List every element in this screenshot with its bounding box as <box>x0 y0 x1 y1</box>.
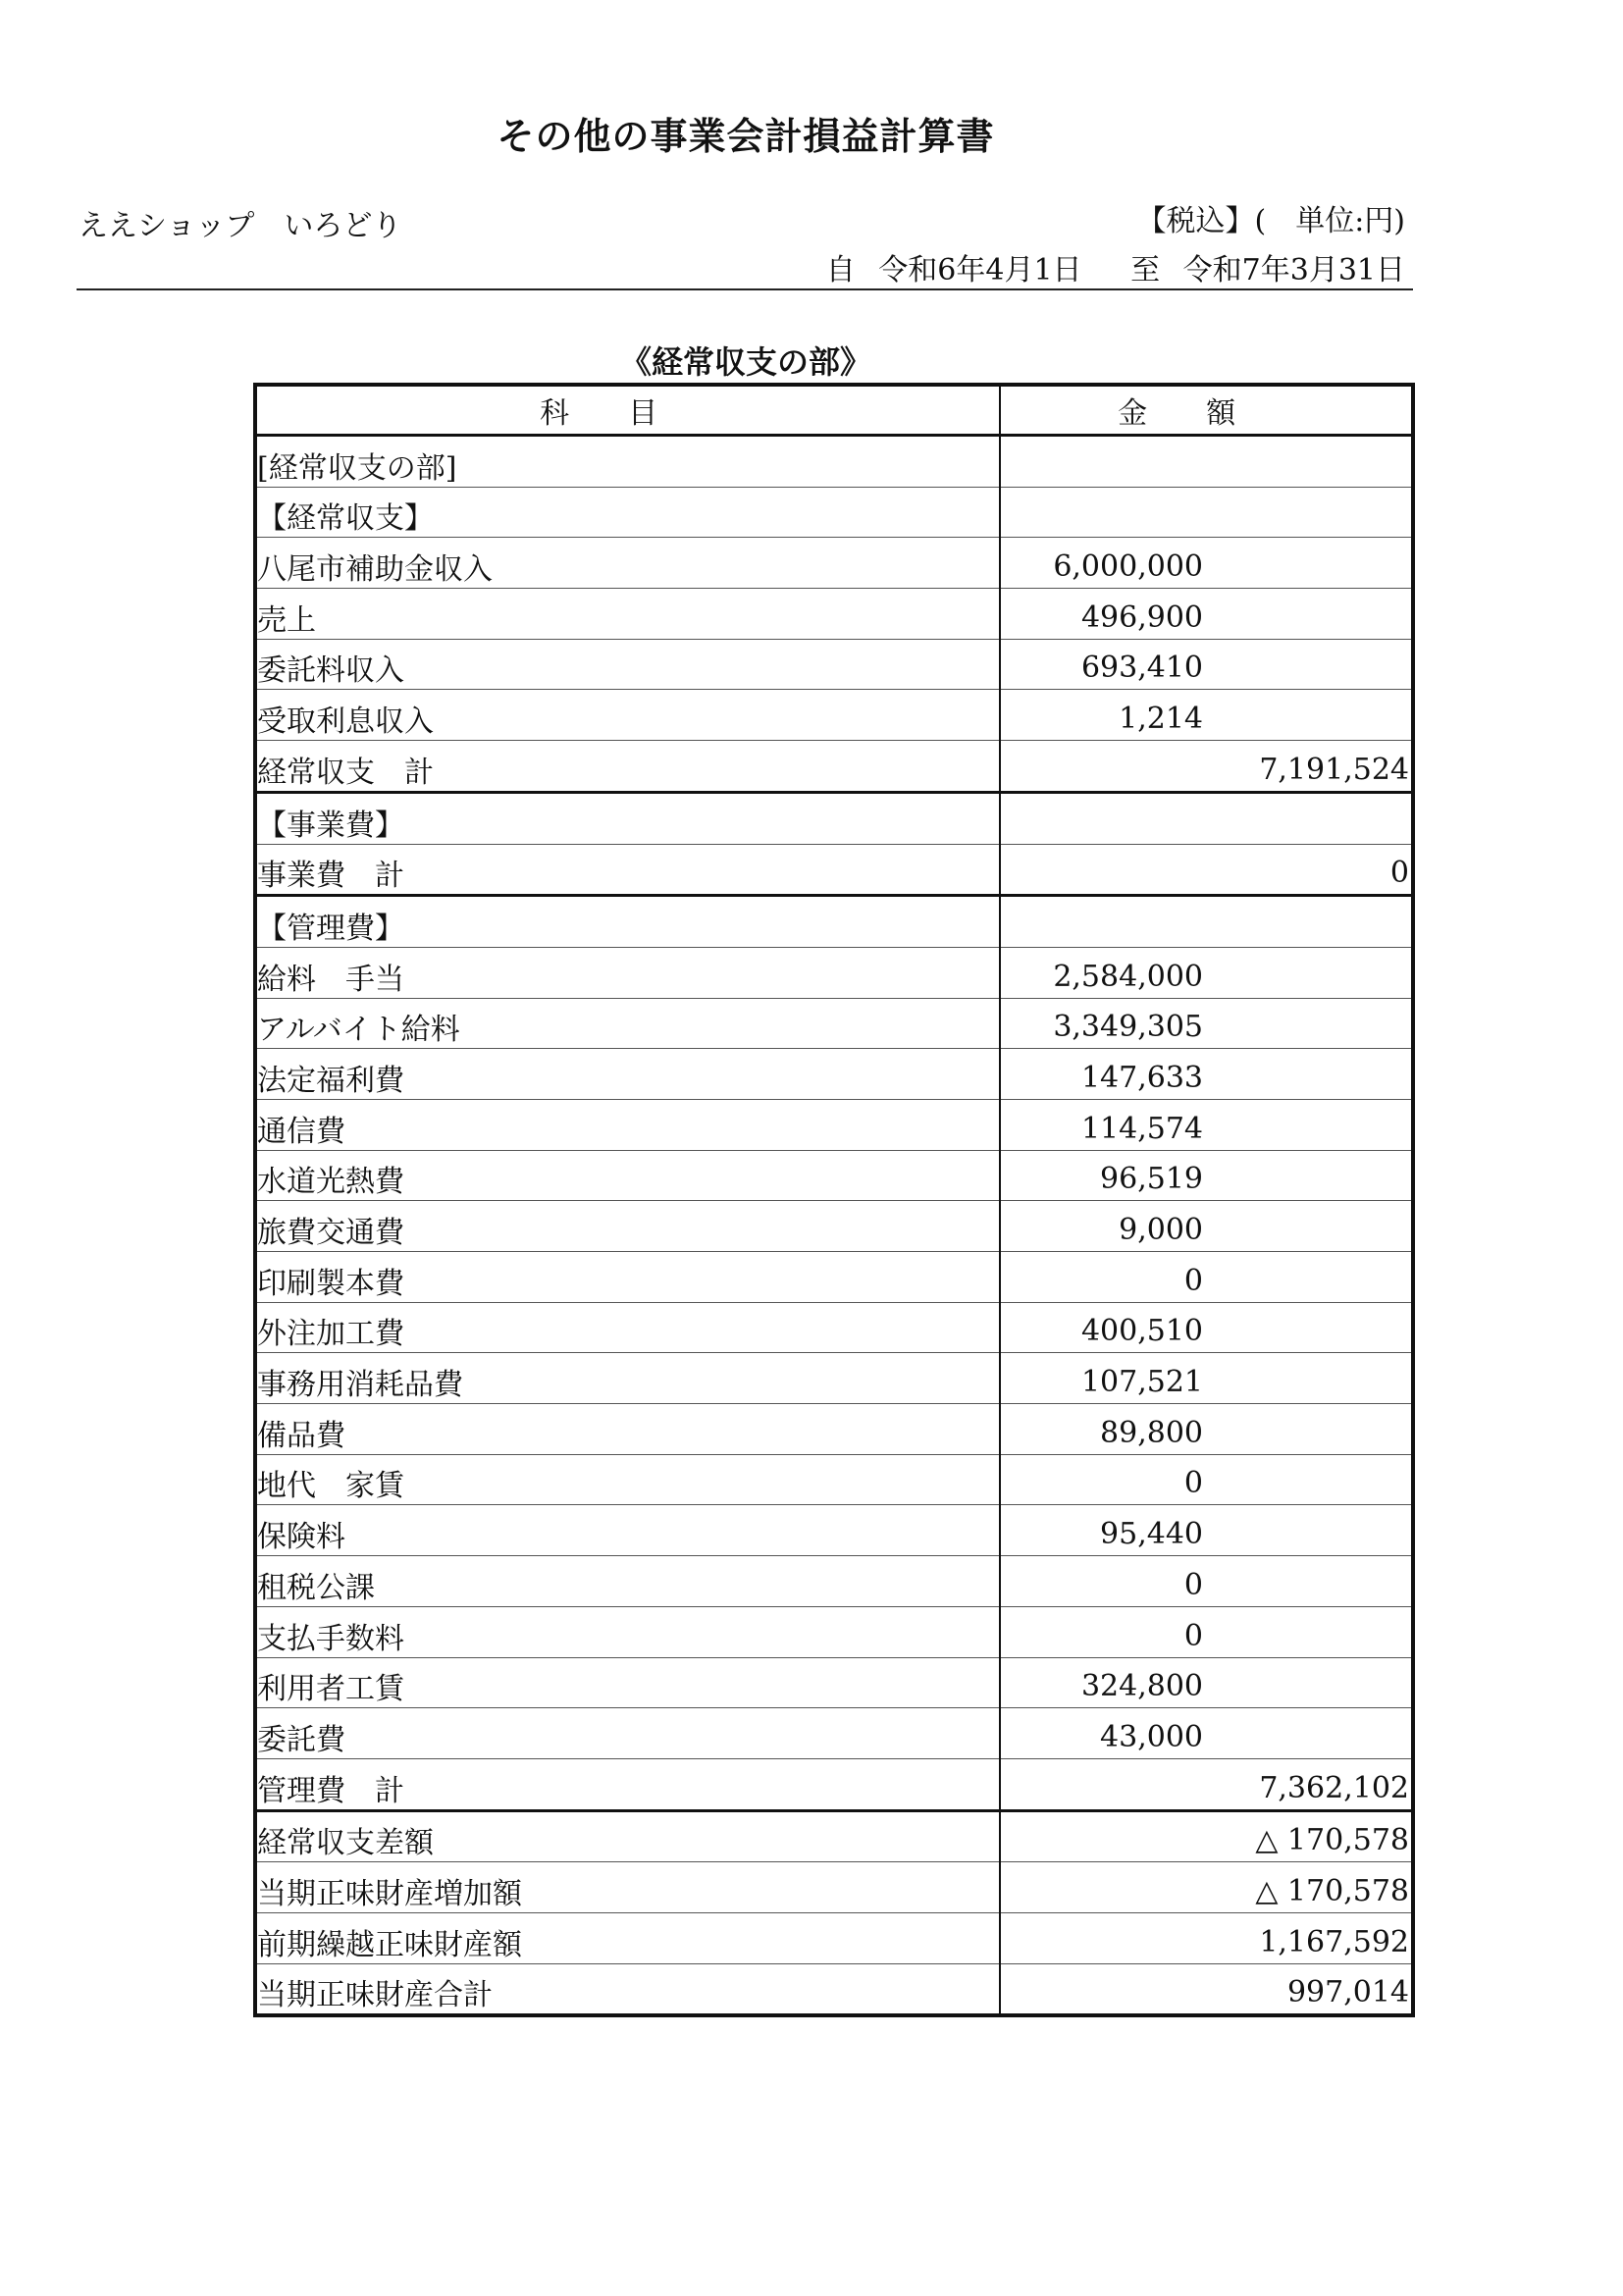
row-subtotal: 107,521 <box>1080 1365 1203 1400</box>
row-amount-cell <box>1000 1302 1413 1353</box>
row-label: 当期正味財産合計 <box>257 1978 493 2013</box>
row-item-cell <box>255 1556 1000 1607</box>
row-item-cell <box>255 896 1000 948</box>
table-row <box>255 436 1413 488</box>
row-item-cell <box>255 1758 1000 1810</box>
row-item-cell <box>255 741 1000 793</box>
row-item-cell <box>255 589 1000 640</box>
row-label: 受取利息収入 <box>257 704 434 740</box>
row-item-cell <box>255 1963 1000 2015</box>
row-label: 前期繰越正味財産額 <box>257 1927 522 1962</box>
row-label: 委託料収入 <box>257 653 404 689</box>
row-subtotal: 0 <box>1183 1567 1203 1602</box>
row-amount-cell <box>1000 589 1413 640</box>
table-row <box>255 1912 1413 1963</box>
table-row <box>255 1810 1413 1862</box>
row-item-cell <box>255 1708 1000 1759</box>
row-subtotal: 95,440 <box>1100 1517 1203 1552</box>
row-amount-cell <box>1000 639 1413 690</box>
row-total: △ 170,578 <box>1255 1873 1409 1908</box>
row-label: 水道光熱費 <box>257 1165 404 1200</box>
row-item-cell <box>255 1201 1000 1252</box>
row-amount-cell <box>1000 1404 1413 1455</box>
table-row <box>255 947 1413 998</box>
row-label: 外注加工費 <box>257 1317 404 1352</box>
table-row <box>255 1353 1413 1404</box>
income-statement-table <box>253 383 1415 2017</box>
table-row <box>255 741 1413 793</box>
unit-label: 【税込】( 単位:円) <box>1136 204 1405 238</box>
row-amount-cell <box>1000 690 1413 741</box>
row-label: 旅費交通費 <box>257 1216 404 1250</box>
row-total: 1,167,592 <box>1259 1924 1409 1959</box>
row-amount-cell <box>1000 1912 1413 1963</box>
row-amount-cell <box>1000 1657 1413 1708</box>
row-item-cell <box>255 487 1000 538</box>
row-subtotal: 693,410 <box>1080 651 1203 686</box>
header-divider <box>77 288 1413 290</box>
row-amount-cell <box>1000 1606 1413 1657</box>
row-amount-cell <box>1000 741 1413 793</box>
header-item: 科目 <box>255 385 1000 436</box>
row-item-cell <box>255 1606 1000 1657</box>
row-subtotal: 0 <box>1183 1263 1203 1298</box>
row-subtotal: 9,000 <box>1119 1213 1203 1247</box>
row-subtotal: 496,900 <box>1080 600 1203 635</box>
row-amount-cell <box>1000 487 1413 538</box>
row-amount-cell <box>1000 1353 1413 1404</box>
row-label: 事務用消耗品費 <box>257 1368 463 1403</box>
table-body <box>255 436 1413 2016</box>
table-row <box>255 1150 1413 1201</box>
row-item-cell <box>255 1810 1000 1862</box>
row-subtotal: 3,349,305 <box>1053 1010 1203 1045</box>
table-row <box>255 1252 1413 1303</box>
table-row <box>255 1404 1413 1455</box>
row-label: 八尾市補助金収入 <box>257 552 493 588</box>
table-row <box>255 1201 1413 1252</box>
table-header-row <box>255 385 1413 436</box>
table-row <box>255 1606 1413 1657</box>
row-amount-cell <box>1000 947 1413 998</box>
row-label: 【管理費】 <box>257 911 404 946</box>
row-item-cell <box>255 1049 1000 1100</box>
table-row <box>255 1862 1413 1913</box>
organization-name: ええショップ いろどり <box>79 209 402 243</box>
row-item-cell <box>255 1657 1000 1708</box>
row-label: アルバイト給料 <box>257 1013 460 1048</box>
row-item-cell <box>255 1150 1000 1201</box>
row-label: 支払手数料 <box>257 1621 404 1656</box>
row-label: 経常収支 計 <box>257 755 434 790</box>
header-amount: 金額 <box>1000 385 1413 436</box>
table-row <box>255 1758 1413 1810</box>
row-subtotal: 89,800 <box>1100 1415 1203 1450</box>
row-item-cell <box>255 1302 1000 1353</box>
row-item-cell <box>255 690 1000 741</box>
row-amount-cell <box>1000 1252 1413 1303</box>
row-item-cell <box>255 1404 1000 1455</box>
table-row <box>255 589 1413 640</box>
row-amount-cell <box>1000 792 1413 844</box>
row-amount-cell <box>1000 1049 1413 1100</box>
table-row <box>255 998 1413 1049</box>
row-total: 7,362,102 <box>1259 1770 1409 1805</box>
row-item-cell <box>255 1099 1000 1150</box>
row-label: 経常収支差額 <box>257 1826 434 1861</box>
row-amount-cell <box>1000 844 1413 896</box>
row-label: 保険料 <box>257 1520 345 1555</box>
table-row <box>255 538 1413 589</box>
table-row <box>255 639 1413 690</box>
table-row <box>255 1454 1413 1505</box>
row-subtotal: 2,584,000 <box>1053 959 1203 994</box>
row-total: △ 170,578 <box>1255 1823 1409 1858</box>
row-amount-cell <box>1000 538 1413 589</box>
period-to-label: 至 <box>1130 253 1161 287</box>
table-row <box>255 1657 1413 1708</box>
row-subtotal: 0 <box>1183 1618 1203 1653</box>
document-title: その他の事業会計損益計算書 <box>497 115 995 158</box>
table-row <box>255 1049 1413 1100</box>
table-row <box>255 896 1413 948</box>
row-subtotal: 114,574 <box>1080 1111 1203 1146</box>
row-label: 管理費 計 <box>257 1773 404 1808</box>
table-row <box>255 792 1413 844</box>
row-subtotal: 96,519 <box>1100 1162 1203 1197</box>
row-item-cell <box>255 1353 1000 1404</box>
row-subtotal: 324,800 <box>1080 1669 1203 1704</box>
row-label: 法定福利費 <box>257 1063 404 1098</box>
row-subtotal: 0 <box>1183 1466 1203 1501</box>
row-amount-cell <box>1000 1099 1413 1150</box>
table-row <box>255 1708 1413 1759</box>
row-label: 租税公課 <box>257 1570 375 1605</box>
row-item-cell <box>255 947 1000 998</box>
table-row <box>255 1505 1413 1556</box>
table-row <box>255 1963 1413 2015</box>
row-amount-cell <box>1000 1454 1413 1505</box>
row-item-cell <box>255 1505 1000 1556</box>
row-amount-cell <box>1000 896 1413 948</box>
row-subtotal: 400,510 <box>1080 1314 1203 1349</box>
row-amount-cell <box>1000 1201 1413 1252</box>
row-label: 売上 <box>257 602 316 638</box>
row-amount-cell <box>1000 1150 1413 1201</box>
row-subtotal: 43,000 <box>1100 1719 1203 1754</box>
row-item-cell <box>255 792 1000 844</box>
row-amount-cell <box>1000 1862 1413 1913</box>
row-label: 印刷製本費 <box>257 1266 404 1301</box>
row-label: 通信費 <box>257 1114 345 1149</box>
period-range <box>812 245 1405 288</box>
row-label: 【経常収支】 <box>257 501 434 537</box>
row-item-cell <box>255 1454 1000 1505</box>
table-row <box>255 844 1413 896</box>
table-row <box>255 1099 1413 1150</box>
period-from-label: 自 <box>825 253 856 287</box>
row-item-cell <box>255 1252 1000 1303</box>
row-subtotal: 6,000,000 <box>1053 549 1203 585</box>
table-row <box>255 487 1413 538</box>
row-label: 備品費 <box>257 1418 345 1453</box>
table-row <box>255 690 1413 741</box>
row-amount-cell <box>1000 1556 1413 1607</box>
row-label: 【事業費】 <box>257 808 404 843</box>
row-item-cell <box>255 998 1000 1049</box>
row-label: [経常収支の部] <box>257 450 457 486</box>
period-to-date: 令和7年3月31日 <box>1182 253 1405 287</box>
row-amount-cell <box>1000 998 1413 1049</box>
row-amount-cell <box>1000 1505 1413 1556</box>
row-item-cell <box>255 538 1000 589</box>
table-row <box>255 1556 1413 1607</box>
row-item-cell <box>255 1912 1000 1963</box>
row-label: 当期正味財産増加額 <box>257 1876 522 1911</box>
row-total: 7,191,524 <box>1259 752 1409 787</box>
row-label: 委託費 <box>257 1722 345 1757</box>
row-subtotal: 1,214 <box>1119 702 1203 737</box>
row-subtotal: 147,633 <box>1080 1060 1203 1095</box>
row-item-cell <box>255 639 1000 690</box>
row-label: 給料 手当 <box>257 962 404 997</box>
row-amount-cell <box>1000 436 1413 488</box>
row-total: 997,014 <box>1286 1975 1409 2010</box>
period-from-date: 令和6年4月1日 <box>878 253 1082 287</box>
row-item-cell <box>255 1862 1000 1913</box>
section-title: 《経常収支の部》 <box>619 343 871 381</box>
row-label: 事業費 計 <box>257 859 404 894</box>
row-item-cell <box>255 844 1000 896</box>
table-row <box>255 1302 1413 1353</box>
row-amount-cell <box>1000 1758 1413 1810</box>
row-amount-cell <box>1000 1810 1413 1862</box>
row-amount-cell <box>1000 1963 1413 2015</box>
row-total: 0 <box>1389 856 1409 891</box>
row-label: 地代 家賃 <box>257 1469 404 1504</box>
row-amount-cell <box>1000 1708 1413 1759</box>
row-label: 利用者工賃 <box>257 1672 404 1707</box>
row-item-cell <box>255 436 1000 488</box>
